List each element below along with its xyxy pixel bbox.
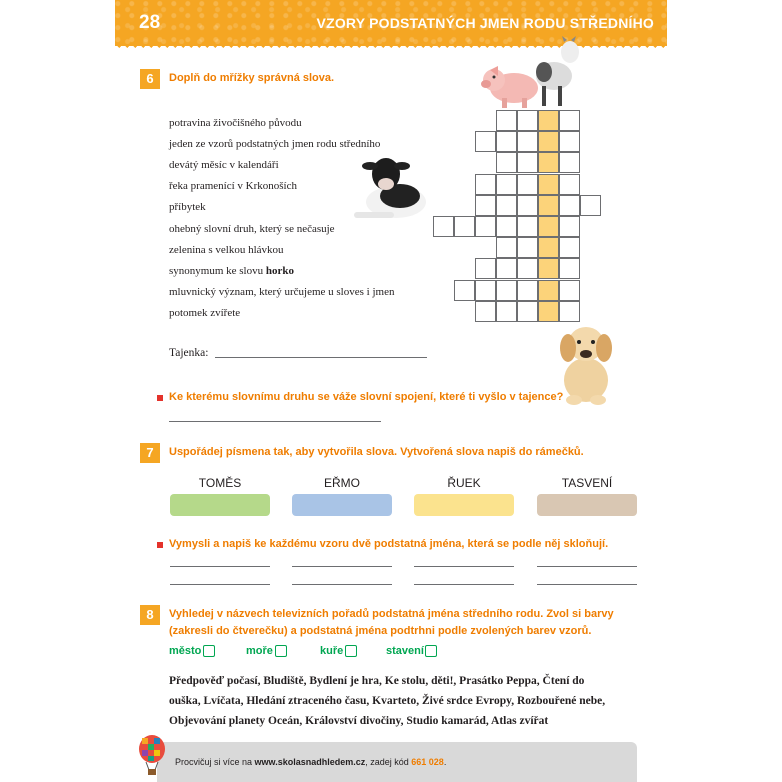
crossword-cell[interactable] (475, 216, 496, 237)
crossword-cell[interactable] (496, 280, 517, 301)
crossword-cell[interactable] (475, 174, 496, 195)
scrambled-word: EŘMO (324, 476, 360, 490)
color-checkbox[interactable] (425, 645, 437, 657)
crossword-cell[interactable] (559, 110, 580, 131)
crossword-cell[interactable] (475, 280, 496, 301)
task-8-number: 8 (140, 605, 160, 625)
crossword-cell[interactable] (517, 216, 538, 237)
clue-6 (169, 223, 335, 235)
answer-frame[interactable] (537, 494, 637, 516)
crossword-cell[interactable] (559, 258, 580, 279)
pattern-label: město (169, 645, 202, 657)
crossword-cell[interactable] (580, 195, 601, 216)
answer-line[interactable] (170, 584, 270, 585)
answer-frame[interactable] (414, 494, 514, 516)
crossword-cell[interactable] (517, 195, 538, 216)
clue-8 (169, 265, 294, 277)
crossword-cell[interactable] (496, 216, 517, 237)
task-7-number: 7 (140, 443, 160, 463)
answer-frame[interactable] (292, 494, 392, 516)
pattern-label: moře (246, 645, 273, 657)
tajenka-cell[interactable] (538, 131, 559, 152)
tajenka-answer-line[interactable] (215, 357, 427, 358)
crossword-cell[interactable] (559, 280, 580, 301)
answer-line[interactable] (537, 584, 637, 585)
crossword-cell[interactable] (517, 131, 538, 152)
answer-line[interactable] (292, 566, 392, 567)
answer-line[interactable] (537, 566, 637, 567)
bullet-marker (157, 395, 163, 401)
crossword-cell[interactable] (517, 110, 538, 131)
pattern-label: stavení (386, 645, 424, 657)
crossword-cell[interactable] (496, 110, 517, 131)
page-number: 28 (139, 12, 161, 33)
task-7-sub-instruction: Vymysli a napiš ke každému vzoru dvě podstatná jména, která se podle něj skloňují. (169, 538, 609, 550)
task-6-instruction: Doplň do mřížky správná slova. (169, 72, 335, 84)
footer-text (175, 757, 446, 767)
calf-image (350, 152, 430, 224)
tajenka-cell[interactable] (538, 280, 559, 301)
clue-text: jeden ze vzorů podstatných jmen rodu středního (169, 138, 381, 150)
pattern-label: kuře (320, 645, 344, 657)
crossword-cell[interactable] (517, 280, 538, 301)
clue-5 (169, 201, 206, 213)
crossword-cell[interactable] (559, 301, 580, 322)
crossword-cell[interactable] (475, 195, 496, 216)
crossword-cell[interactable] (559, 195, 580, 216)
task-6-question: Ke kterému slovnímu druhu se váže slovní spojení, které ti vyšlo v tajence? (169, 391, 564, 403)
clue-text: devátý měsíc v kalendáři (169, 159, 279, 171)
crossword-cell[interactable] (496, 237, 517, 258)
clue-text: mluvnický význam, který určujeme u sloves i jmen (169, 286, 395, 298)
color-checkbox[interactable] (275, 645, 287, 657)
clue-text: ohebný slovní druh, který se nečasuje (169, 223, 335, 235)
task-6-number: 6 (140, 69, 160, 89)
clue-text: příbytek (169, 201, 206, 213)
tv-show-list: Předpověď počasí, Bludiště, Bydlení je hra, Ke stolu, děti!, Prasátko Peppa, Čtení do ouška, Lvíčata, Hledání ztraceného času, Kvarteto, Živé srdce Evropy, Rozbouřené nebe, Objevování planety Oceán, Království divočiny, Studio kamarád, Atlas zvířat (169, 675, 606, 727)
clue-bold-word: horko (265, 265, 294, 277)
bullet-marker (157, 542, 163, 548)
question-answer-line[interactable] (169, 421, 381, 422)
task-8-instruction-line-1: Vyhledej v názvech televizních pořadů podstatná jména středního rodu. Zvol si barvy (169, 608, 614, 620)
footer-suffix: . (443, 757, 447, 767)
clue-text: potomek zvířete (169, 307, 241, 319)
clue-9 (169, 286, 394, 298)
tajenka-cell[interactable] (538, 258, 559, 279)
tajenka-label: Tajenka: (169, 347, 209, 359)
footer-code: 661 028 (411, 757, 444, 767)
crossword-cell[interactable] (496, 301, 517, 322)
crossword-cell[interactable] (475, 301, 496, 322)
crossword-cell[interactable] (517, 152, 538, 173)
tajenka-cell[interactable] (538, 301, 559, 322)
color-checkbox[interactable] (203, 645, 215, 657)
answer-frame[interactable] (170, 494, 270, 516)
crossword-cell[interactable] (475, 258, 496, 279)
crossword-cell[interactable] (496, 131, 517, 152)
footer-prefix: Procvičuj si více na (175, 757, 255, 767)
crossword-cell[interactable] (517, 237, 538, 258)
balloon-logo-icon (138, 734, 166, 776)
crossword-cell[interactable] (496, 174, 517, 195)
crossword-cell[interactable] (496, 152, 517, 173)
clue-3 (169, 159, 279, 171)
crossword-cell[interactable] (496, 195, 517, 216)
task-8-instruction-line-2: (zakresli do čtverečku) a podstatná jména podtrhni podle zvolených barev vzorů. (169, 625, 592, 637)
goat-image (532, 36, 584, 108)
crossword-cell[interactable] (559, 152, 580, 173)
scrambled-word: ŘUEK (447, 476, 481, 490)
tajenka-cell[interactable] (538, 216, 559, 237)
crossword-cell[interactable] (559, 131, 580, 152)
clue-text: synonymum ke slovu (169, 265, 266, 277)
answer-line[interactable] (170, 566, 270, 567)
tajenka-cell[interactable] (538, 110, 559, 131)
color-checkbox[interactable] (345, 645, 357, 657)
tajenka-cell[interactable] (538, 195, 559, 216)
answer-line[interactable] (292, 584, 392, 585)
tajenka-cell[interactable] (538, 152, 559, 173)
clue-2 (169, 138, 380, 150)
chapter-title: VZORY PODSTATNÝCH JMEN RODU STŘEDNÍHO (316, 15, 654, 31)
crossword-cell[interactable] (517, 174, 538, 195)
crossword-cell[interactable] (517, 258, 538, 279)
crossword-cell[interactable] (475, 131, 496, 152)
scrambled-word: TASVENÍ (561, 476, 613, 490)
crossword-cell[interactable] (433, 216, 454, 237)
crossword-cell[interactable] (559, 216, 580, 237)
clue-text: zelenina s velkou hlávkou (169, 244, 284, 256)
footer-site-link[interactable]: www.skolasnadhledem.cz (254, 757, 366, 767)
crossword-cell[interactable] (559, 237, 580, 258)
tajenka-cell[interactable] (538, 174, 559, 195)
clue-4 (169, 180, 297, 192)
clue-7 (169, 244, 284, 256)
footer-middle: , zadej kód (365, 757, 412, 767)
tajenka-cell[interactable] (538, 237, 559, 258)
clue-text: řeka pramenící v Krkonoších (169, 180, 297, 192)
crossword-cell[interactable] (496, 258, 517, 279)
scrambled-word: TOMĚS (198, 476, 242, 490)
answer-line[interactable] (414, 584, 514, 585)
crossword-cell[interactable] (559, 174, 580, 195)
crossword-cell[interactable] (517, 301, 538, 322)
clue-1 (169, 117, 302, 129)
task-7-instruction: Uspořádej písmena tak, aby vytvořila slova. Vytvořená slova napiš do rámečků. (169, 446, 584, 458)
crossword-cell[interactable] (454, 280, 475, 301)
clue-text: potravina živočišného původu (169, 117, 302, 129)
answer-line[interactable] (414, 566, 514, 567)
crossword-cell[interactable] (454, 216, 475, 237)
clue-10 (169, 307, 240, 319)
